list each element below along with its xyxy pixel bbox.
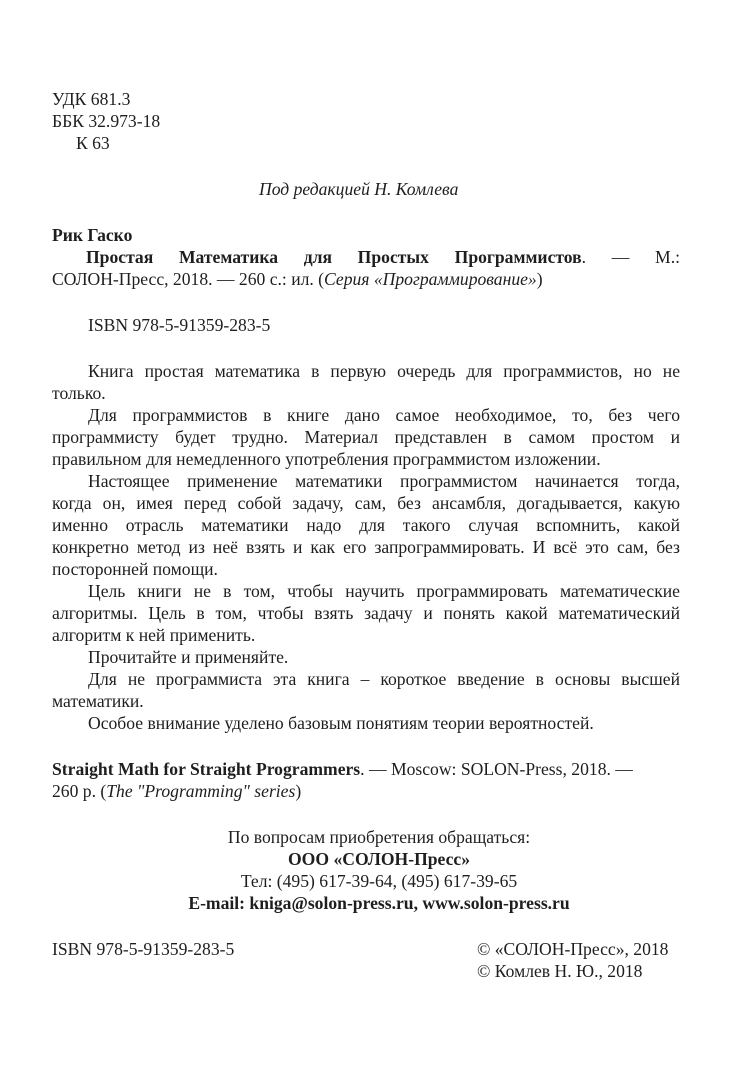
annotation-line: Книга простая математика в первую очередь для программистов, но не — [88, 361, 680, 381]
bib-en-close-paren: ) — [295, 781, 302, 801]
annotation-line: посторонней помощи. — [52, 559, 218, 579]
annotation-line: Особое внимание уделено базовым понятиям теории вероятностей. — [88, 713, 594, 733]
footer-isbn: ISBN 978-5-91359-283-5 — [52, 939, 235, 959]
isbn-ru: ISBN 978-5-91359-283-5 — [88, 315, 271, 335]
annotation-line: Настоящее применение математики программистом начинается тогда, — [88, 471, 680, 491]
bib-en-pages: 260 p. ( — [52, 781, 107, 801]
annotation-line: именно отрасль математики надо для такого случая вспомнить, какой — [52, 515, 680, 535]
author-mark: К 63 — [76, 133, 110, 153]
annotation-line: только. — [52, 383, 106, 403]
bbk-code: ББК 32.973-18 — [52, 111, 161, 131]
copyright-editor: © Комлев Н. Ю., 2018 — [477, 961, 643, 981]
bib-en-publisher: . — Moscow: SOLON-Press, 2018. — — [360, 759, 633, 779]
copyright-publisher: © «СОЛОН-Пресс», 2018 — [477, 939, 669, 959]
annotation-line: Для не программиста эта книга – короткое введение в основы высшей — [88, 669, 680, 689]
bib-ru-line-1 — [52, 246, 680, 268]
bib-ru-line-2 — [52, 268, 543, 290]
series-ru: Серия «Программирование» — [324, 269, 537, 289]
bib-en-line-1 — [52, 758, 633, 780]
annotation-line: алгоритм к ней применить. — [52, 625, 256, 645]
annotation-line: Прочитайте и применяйте. — [88, 647, 289, 667]
annotation-line: Для программистов в книге дано самое необходимое, то, без чего — [88, 405, 680, 425]
bib-ru-publication: СОЛОН-Пресс, 2018. — 260 с.: ил. ( — [52, 269, 325, 289]
email-website[interactable]: E-mail: kniga@solon-press.ru, www.solon-press.ru — [188, 893, 570, 913]
annotation-line: конкретно метод из неё взять и как его запрограммировать. И всё это сам, без — [52, 537, 680, 557]
annotation-line: математики. — [52, 691, 144, 711]
udk-code: УДК 681.3 — [52, 89, 131, 109]
annotation-line: алгоритмы. Цель в том, чтобы взять задачу и понять какой математический — [52, 603, 680, 623]
annotation-line: правильном для немедленного употребления программистом изложении. — [52, 449, 601, 469]
book-title-en: Straight Math for Straight Programmers — [52, 759, 361, 779]
inquiry-text: По вопросам приобретения обращаться: — [227, 827, 531, 847]
phone-numbers: Тел: (495) 617-39-64, (495) 617-39-65 — [240, 871, 518, 891]
annotation-line: программисту будет трудно. Материал представлен в самом простом и — [52, 427, 680, 447]
bib-ru-publisher-prefix: . — М.: — [581, 247, 680, 267]
annotation-line: когда он, имея перед собой задачу, сам, без ансамбля, догадывается, какую — [52, 493, 680, 513]
bib-ru-close-paren: ) — [536, 269, 543, 289]
series-en: The "Programming" series — [106, 781, 296, 801]
author-name: Рик Гаско — [52, 225, 133, 245]
annotation-line: Цель книги не в том, чтобы научить программировать математические — [88, 581, 680, 601]
bib-en-line-2 — [52, 780, 301, 802]
company-name: ООО «СОЛОН-Пресс» — [287, 849, 470, 869]
editor-line: Под редакцией Н. Комлева — [259, 179, 459, 199]
book-title-ru: Простая Математика для Простых Программистов — [86, 247, 582, 267]
